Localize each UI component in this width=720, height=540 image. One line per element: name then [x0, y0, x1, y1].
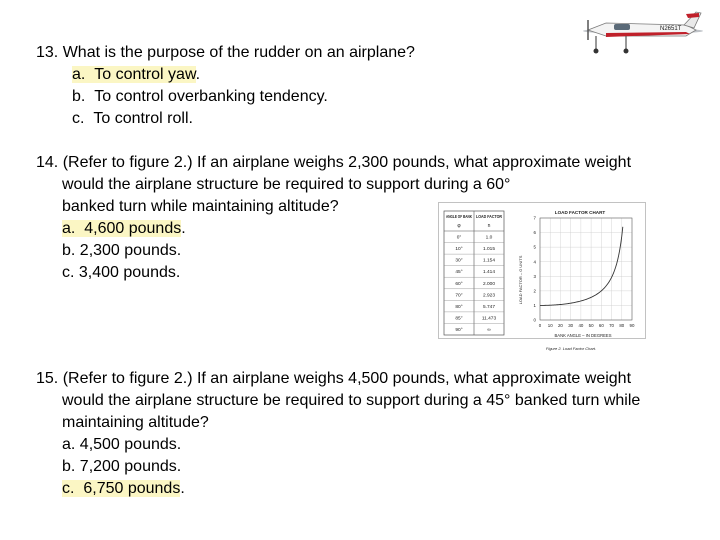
question-13-option-b[interactable]: b. To control overbanking tendency. [72, 88, 328, 105]
table-header-n: n [487, 223, 491, 229]
table-cell-factor: 2.923 [482, 293, 496, 299]
question-15-stem-line-1: 15. (Refer to figure 2.) If an airplane weighs 4,500 pounds, what approximate weight [36, 370, 632, 387]
table-cell-factor: 1.0 [485, 235, 493, 241]
question-15-stem-line-3: maintaining altitude? [62, 414, 209, 431]
chart-x-tick: 20 [557, 323, 563, 328]
question-15-option-b[interactable]: b. 7,200 pounds. [62, 458, 182, 475]
chart-title: LOAD FACTOR CHART [554, 210, 606, 215]
chart-x-tick: 90 [629, 323, 635, 328]
question-15 [36, 368, 640, 500]
figure-caption: Figure 2. Load Factor Chart. [545, 346, 597, 351]
chart-x-tick: 30 [568, 323, 574, 328]
airplane-image [578, 6, 708, 58]
airplane-wheel [624, 49, 629, 54]
table-cell-angle: 85° [455, 316, 463, 322]
chart-y-tick: 7 [533, 215, 536, 221]
chart-x-tick: 0 [538, 323, 542, 328]
chart-x-tick: 80 [619, 323, 625, 328]
table-cell-factor: 2.000 [482, 281, 496, 287]
table-cell-factor: 5.747 [482, 304, 496, 310]
chart-y-tick: 1 [533, 303, 536, 309]
svg-text:φ: φ [457, 223, 461, 229]
chart-y-tick: 0 [533, 317, 536, 323]
question-14-option-c[interactable]: c. 3,400 pounds. [62, 264, 181, 281]
table-cell-factor: 11.473 [481, 316, 497, 322]
table-cell-angle: 80° [455, 304, 463, 310]
chart-y-tick: 2 [533, 288, 536, 294]
table-cell-angle: 90° [455, 328, 463, 334]
chart-x-tick: 50 [588, 323, 594, 328]
chart-x-tick: 60 [598, 323, 604, 328]
question-13-option-c[interactable]: c. To control roll. [72, 110, 193, 127]
airplane-registration: N2651T [660, 26, 682, 32]
table-cell-factor: 1.154 [482, 258, 496, 264]
chart-x-tick: 10 [547, 323, 553, 328]
load-factor-figure [438, 202, 646, 356]
table-cell-angle: 45° [455, 270, 463, 276]
table-header-factor: LOAD FACTOR [476, 215, 511, 220]
question-15-stem-line-2: would the airplane structure be required to support during a 45° banked turn while [62, 392, 641, 409]
question-15-option-c[interactable]: c. 6,750 pounds. [62, 480, 185, 497]
airplane-window [614, 24, 630, 30]
table-cell-factor: ∞ [487, 328, 491, 334]
chart-x-tick: 70 [609, 323, 615, 328]
question-13 [36, 42, 415, 130]
chart-x-tick: 40 [578, 323, 584, 328]
chart-y-tick: 3 [533, 273, 536, 279]
airplane-wheel [594, 49, 599, 54]
question-14-option-b[interactable]: b. 2,300 pounds. [62, 242, 182, 259]
question-14-stem-line-2: would the airplane structure be required to support during a 60° [62, 176, 511, 193]
question-14-option-a[interactable]: a. 4,600 pounds. [62, 220, 186, 237]
table-cell-angle: 60° [455, 281, 463, 287]
table-header-angle: ANGLE OF BANK [446, 215, 486, 220]
table-cell-factor: 1.015 [482, 247, 496, 253]
chart-x-label: BANK ANGLE – IN DEGREES [554, 333, 612, 338]
question-14-stem-line-1: 14. (Refer to figure 2.) If an airplane weighs 2,300 pounds, what approximate weight [36, 154, 632, 171]
table-cell-angle: 10° [455, 247, 463, 253]
question-15-option-a[interactable]: a. 4,500 pounds. [62, 436, 182, 453]
chart-y-label: LOAD FACTOR – G UNITS [518, 255, 523, 305]
chart-y-tick: 5 [533, 244, 536, 250]
table-cell-angle: 0° [456, 235, 462, 241]
chart-y-tick: 4 [533, 259, 536, 265]
chart-y-tick: 6 [533, 230, 536, 236]
table-cell-factor: 1.414 [482, 270, 496, 276]
question-13-stem: 13. What is the purpose of the rudder on an airplane? [36, 44, 415, 61]
question-13-option-a[interactable]: a. To control yaw. [72, 66, 201, 83]
table-cell-angle: 70° [455, 293, 463, 299]
table-cell-angle: 30° [455, 258, 463, 264]
question-14-stem-line-3: banked turn while maintaining altitude? [62, 198, 339, 215]
